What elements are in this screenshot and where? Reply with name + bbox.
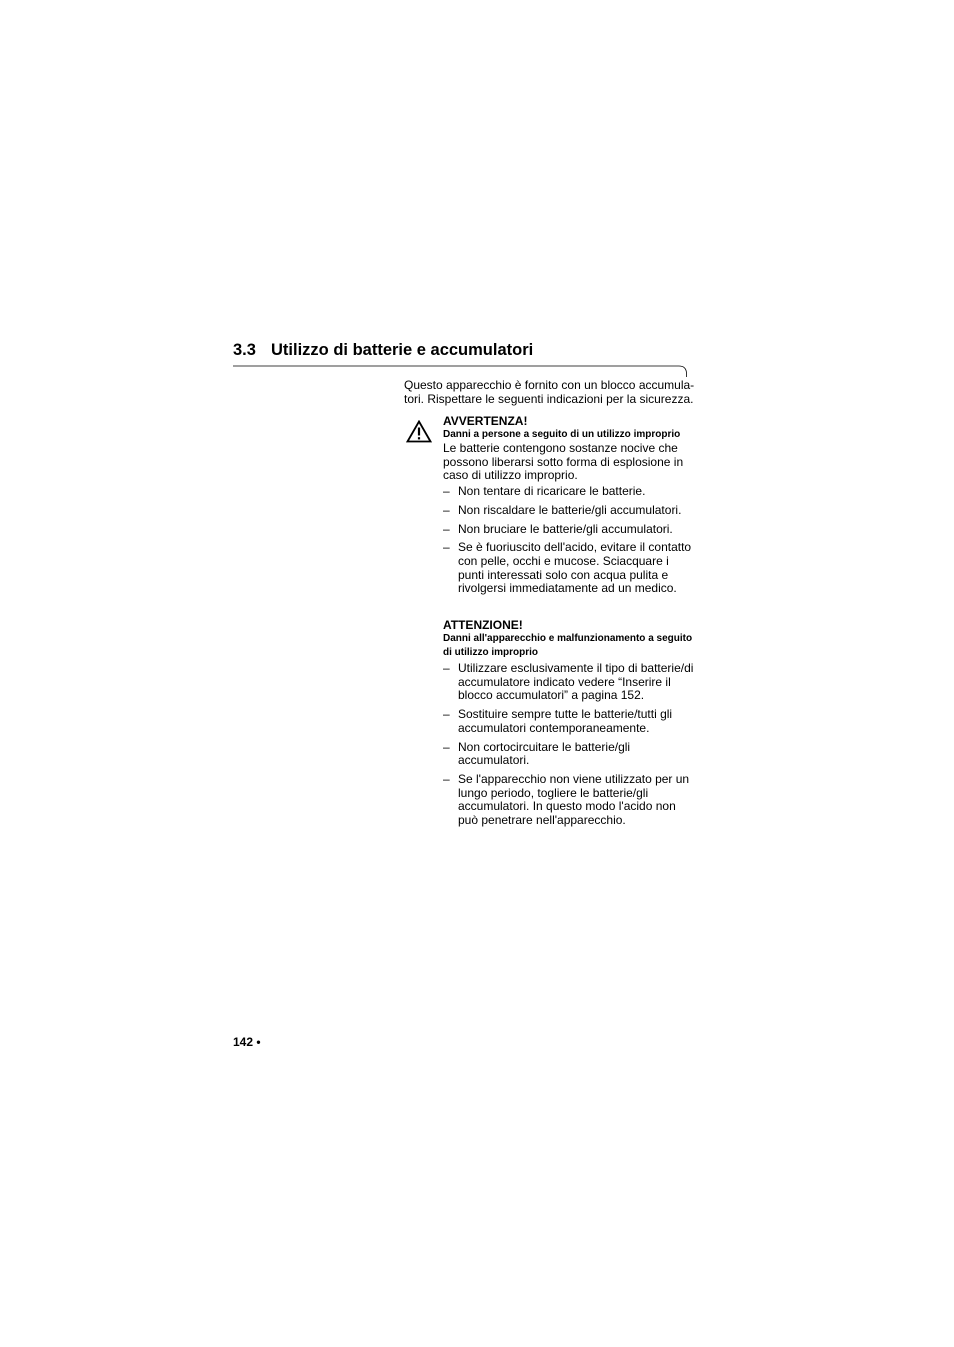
caution-list — [443, 662, 695, 828]
list-item — [443, 504, 695, 518]
list-item-text: Se è fuoriuscito dell'acido, evitare il contatto con pelle, occhi e mucose. Sciacquare i punti interessati solo con acqua pulita e rivolgersi immediatamente ad un medico. — [458, 540, 692, 596]
intro-line: tori. Rispettare le seguenti indicazioni per la sicurezza. — [404, 392, 694, 406]
section-title: Utilizzo di batterie e accumulatori — [271, 341, 534, 359]
list-item — [443, 741, 695, 768]
caution-block — [443, 618, 695, 828]
warning-text: Le batterie contengono sostanze nocive che possono liberarsi sotto forma di esplosione in caso di utilizzo improprio. — [443, 441, 684, 483]
caution-label: ATTENZIONE! — [443, 618, 523, 632]
list-dash: – — [443, 661, 450, 675]
section-heading — [233, 341, 533, 360]
intro-paragraph — [404, 378, 696, 406]
warning-triangle-icon — [406, 420, 432, 443]
list-item-text: Utilizzare esclusivamente il tipo di batterie/di accumulatore indicato vedere “Inserire il blocco accumulatori” a pagina 152. — [458, 661, 694, 703]
intro-line: Questo apparecchio è fornito con un blocco accumula- — [404, 378, 695, 392]
list-dash: – — [443, 484, 450, 499]
list-item-text: Non cortocircuitare le batterie/gli accumulatori. — [458, 739, 631, 768]
page-number: 142 • — [233, 1035, 261, 1049]
list-item — [443, 708, 695, 735]
list-dash: – — [443, 707, 450, 722]
section-number: 3.3 — [233, 341, 256, 359]
warning-label: AVVERTENZA! — [443, 414, 528, 428]
list-dash: – — [443, 502, 450, 517]
list-item-text: Sostituire sempre tutte le batterie/tutti gli accumulatori contemporaneamente. — [458, 707, 673, 735]
warning-subtitle: Danni a persone a seguito di un utilizzo improprio — [443, 429, 681, 440]
heading-rule — [233, 365, 687, 377]
list-dash: – — [443, 540, 450, 555]
list-item — [443, 485, 695, 499]
list-item-text: Non bruciare le batterie/gli accumulatori. — [458, 521, 673, 536]
caution-subtitle: Danni all'apparecchio e malfunzionamento a seguito di utilizzo improprio — [443, 633, 693, 658]
list-item — [443, 523, 695, 537]
list-item — [443, 662, 695, 703]
list-item-text: Non riscaldare le batterie/gli accumulatori. — [458, 502, 682, 517]
list-dash: – — [443, 771, 450, 786]
warning-block — [443, 414, 695, 596]
list-dash: – — [443, 521, 450, 536]
warning-list — [443, 485, 695, 596]
list-item — [443, 541, 695, 596]
list-item — [443, 773, 695, 828]
list-item-text: Se l'apparecchio non viene utilizzato per un lungo periodo, togliere le batterie/gli accumulatori. In questo modo l'acido non può penetrare nell'apparecchio. — [458, 771, 690, 828]
list-dash: – — [443, 739, 450, 754]
list-item-text: Non tentare di ricaricare le batterie. — [458, 484, 646, 499]
